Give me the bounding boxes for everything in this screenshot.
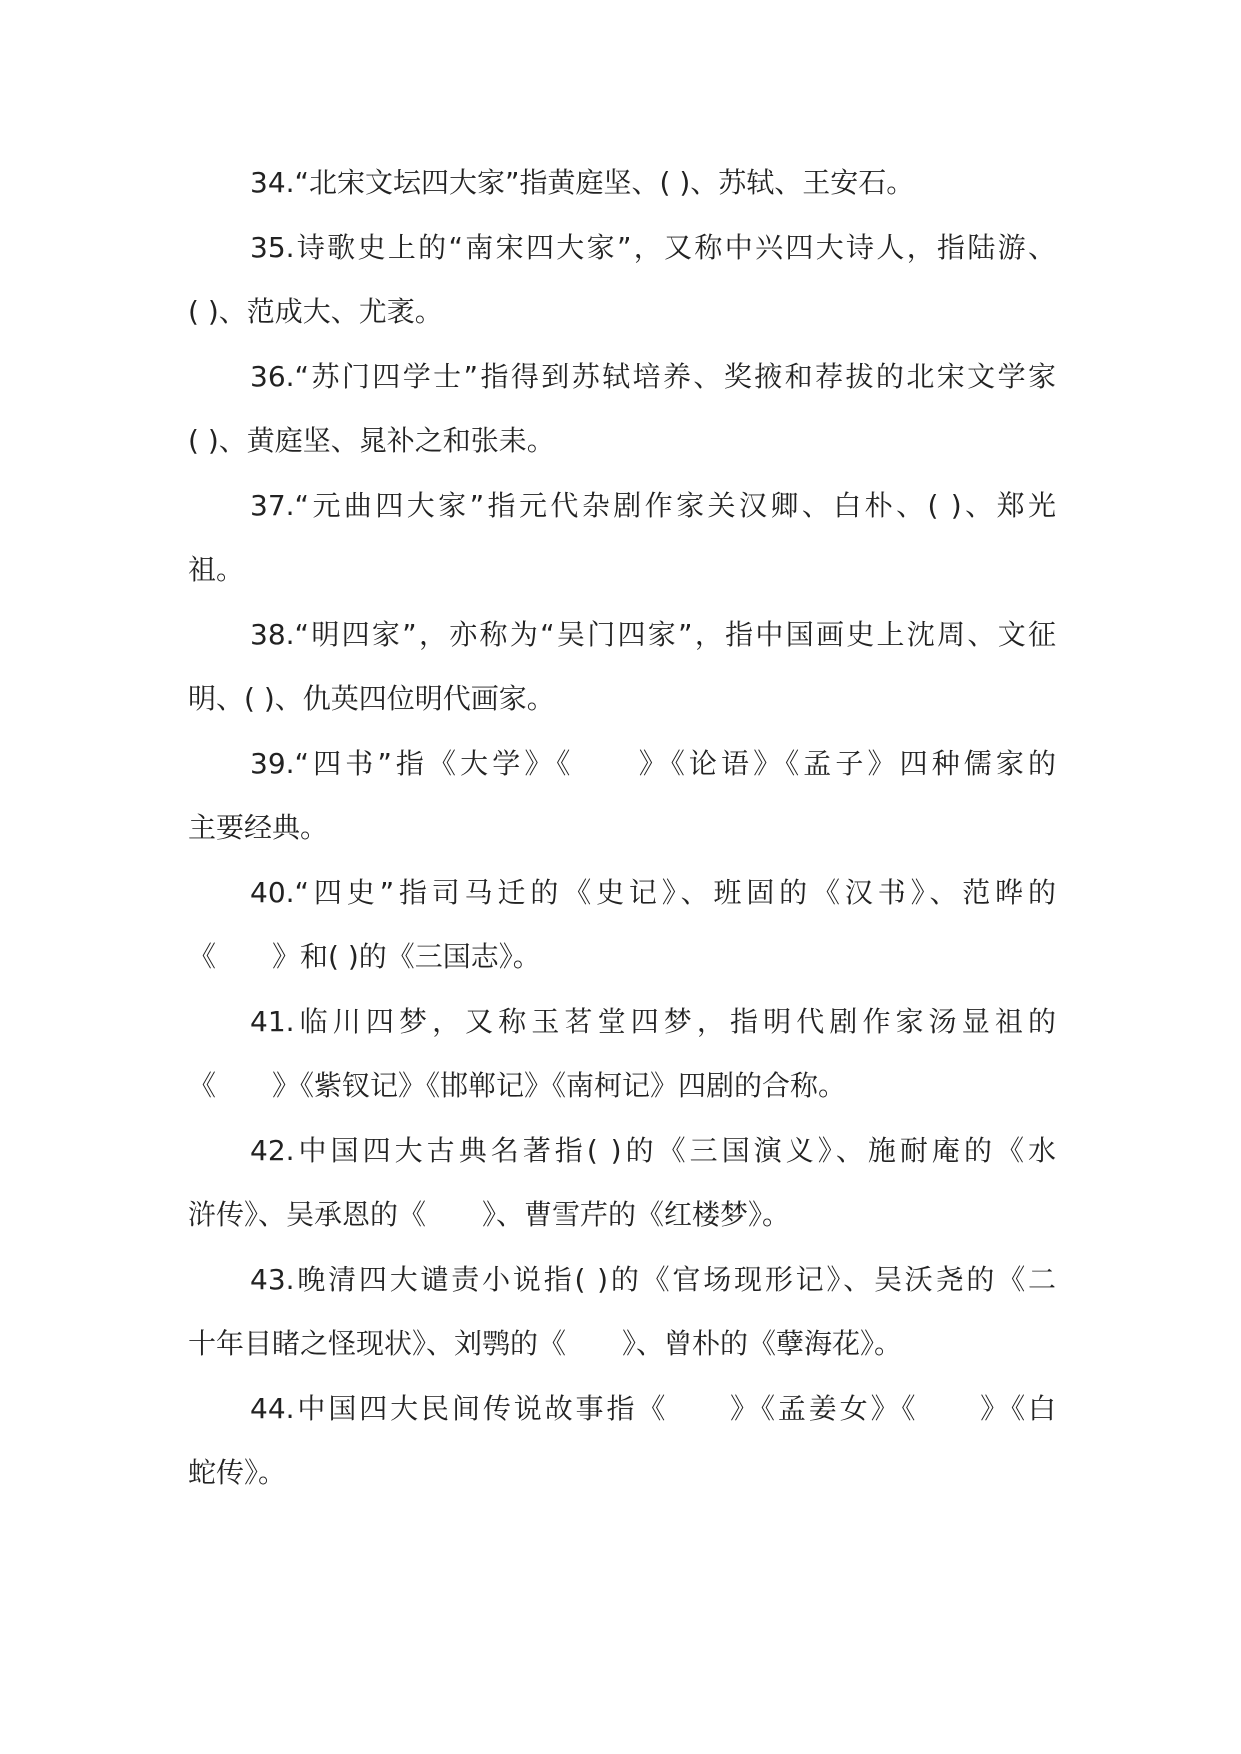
question-line: 42.中国四大古典名著指( )的《三国演义》、施耐庵的《水 [250, 1133, 1056, 1167]
question-line: 44.中国四大民间传说故事指《 》《孟姜女》《 》《白 [250, 1391, 1056, 1425]
question-44 [188, 1377, 1056, 1506]
question-list [188, 151, 1056, 1506]
question-40 [188, 861, 1056, 990]
question-42 [188, 1119, 1056, 1248]
question-line: 40.“四史”指司马迁的《史记》、班固的《汉书》、范晔的 [250, 875, 1056, 909]
question-37 [188, 474, 1056, 603]
question-39 [188, 732, 1056, 861]
question-line: 主要经典。 [188, 811, 329, 844]
question-line: 35.诗歌史上的“南宋四大家”，又称中兴四大诗人，指陆游、 [250, 230, 1056, 264]
question-line: 38.“明四家”，亦称为“吴门四家”，指中国画史上沈周、文征 [250, 617, 1056, 651]
question-line: 39.“四书”指《大学》《 》《论语》《孟子》四种儒家的 [250, 746, 1056, 780]
question-36 [188, 345, 1056, 474]
question-line: 34.“北宋文坛四大家”指黄庭坚、( )、苏轼、王安石。 [250, 166, 915, 199]
question-line: 41.临川四梦，又称玉茗堂四梦，指明代剧作家汤显祖的 [250, 1004, 1056, 1038]
question-line: 祖。 [188, 553, 245, 586]
question-43 [188, 1248, 1056, 1377]
question-line: 37.“元曲四大家”指元代杂剧作家关汉卿、白朴、( )、郑光 [250, 488, 1056, 522]
question-38 [188, 603, 1056, 732]
question-line: 明、( )、仇英四位明代画家。 [188, 682, 555, 715]
question-line: 浒传》、吴承恩的《 》、曹雪芹的《红楼梦》。 [188, 1198, 791, 1231]
question-line: 《 》和( )的《三国志》。 [188, 940, 541, 973]
question-line: 36.“苏门四学士”指得到苏轼培养、奖掖和荐拔的北宋文学家 [250, 359, 1056, 393]
question-35 [188, 216, 1056, 345]
question-41 [188, 990, 1056, 1119]
question-line: ( )、范成大、尤袤。 [188, 295, 443, 328]
question-line: 十年目睹之怪现状》、刘鹗的《 》、曾朴的《孽海花》。 [188, 1327, 903, 1360]
question-line: 蛇传》。 [188, 1456, 287, 1489]
question-line: ( )、黄庭坚、晁补之和张耒。 [188, 424, 555, 457]
question-line: 43.晚清四大谴责小说指( )的《官场现形记》、吴沃尧的《二 [250, 1262, 1056, 1296]
question-line: 《 》《紫钗记》《邯郸记》《南柯记》四剧的合称。 [188, 1069, 847, 1102]
question-34 [188, 151, 1056, 216]
